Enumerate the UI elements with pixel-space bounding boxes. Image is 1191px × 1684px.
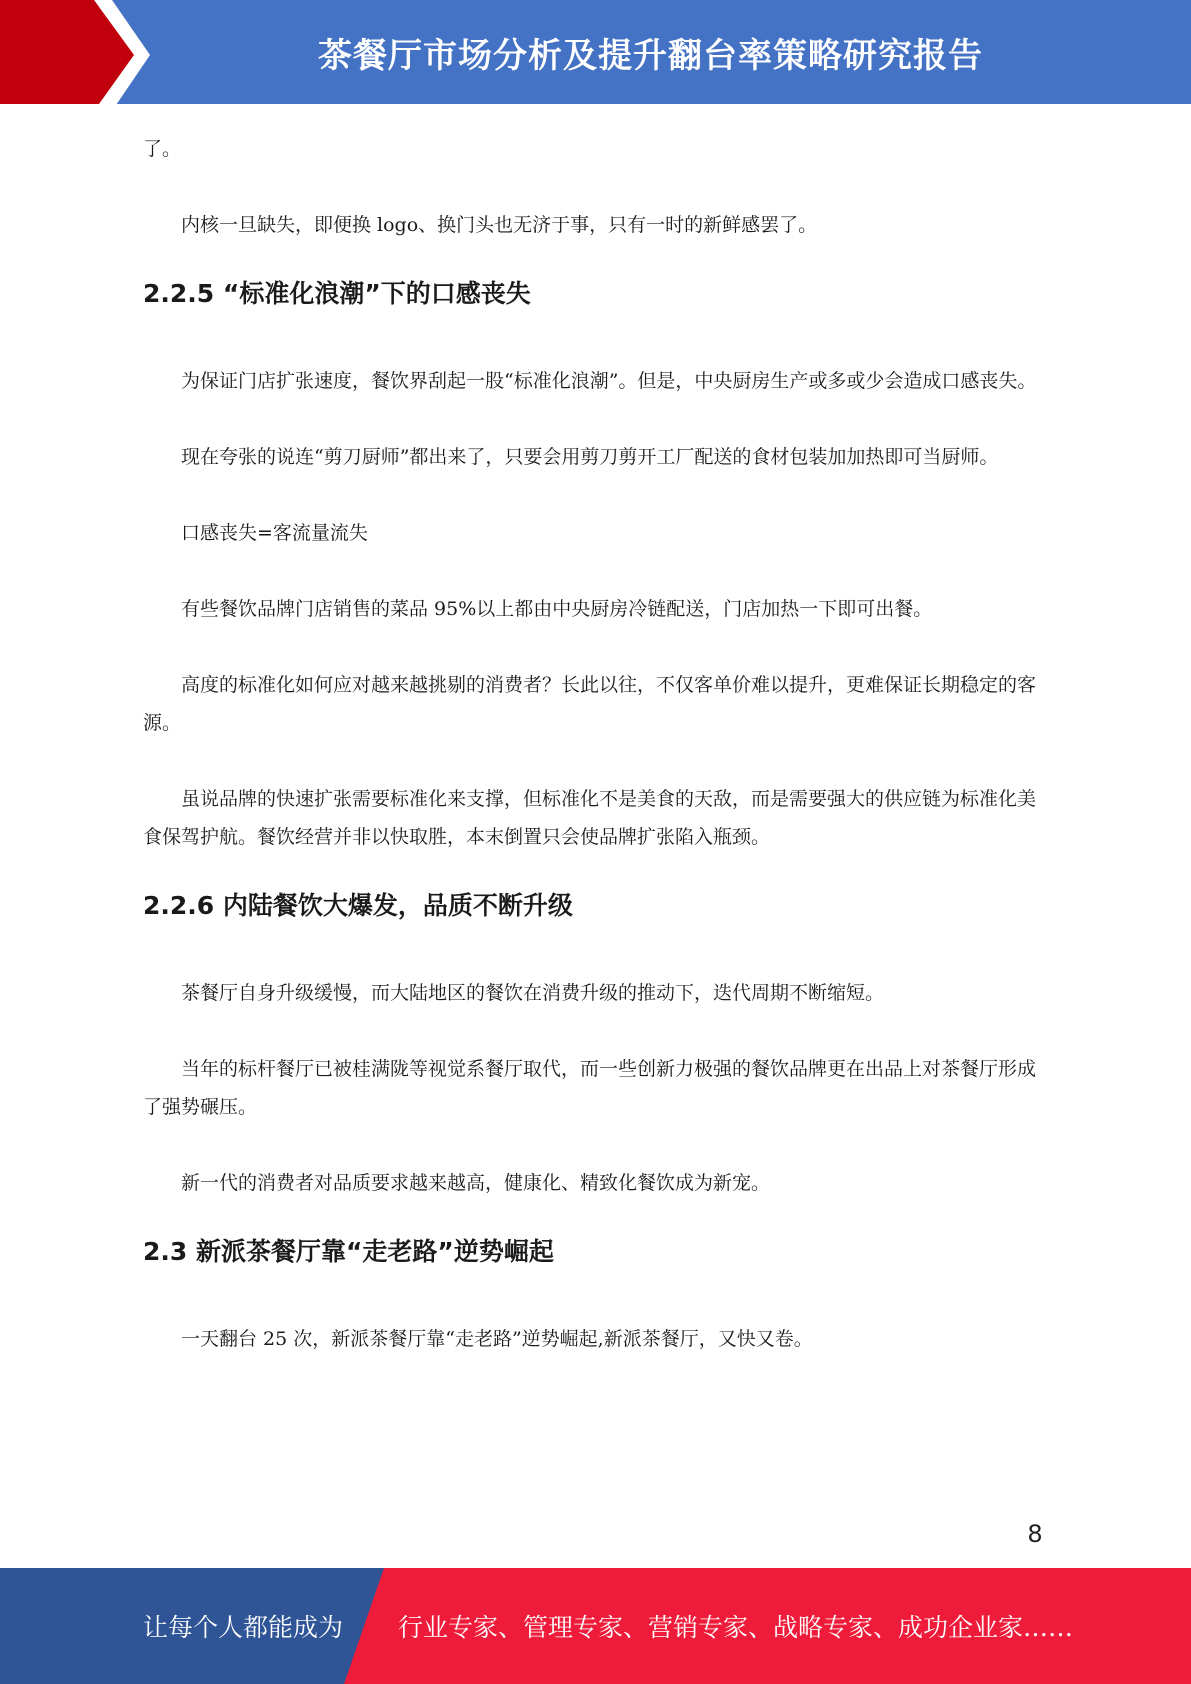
section-heading: 2.2.6 内陆餐饮大爆发，品质不断升级: [143, 891, 573, 920]
document-body: [143, 130, 1047, 1358]
paragraph: 现在夸张的说连“剪刀厨师”都出来了，只要会用剪刀剪开工厂配送的食材包装加加热即可当厨师。: [181, 446, 999, 468]
footer-slogan-right: 行业专家、管理专家、营销专家、战略专家、成功企业家……: [398, 1613, 1074, 1642]
paragraph: 虽说品牌的快速扩张需要标准化来支撑，但标准化不是美食的天敌，而是需要强大的供应链为标准化美食保驾护航。餐饮经营并非以快取胜，本末倒置只会使品牌扩张陷入瓶颈。: [143, 788, 1037, 848]
page-header: [0, 0, 1191, 111]
page-number: 8: [1027, 1520, 1043, 1548]
paragraph: 当年的标杆餐厅已被桂满陇等视觉系餐厅取代，而一些创新力极强的餐饮品牌更在出品上对茶餐厅形成了强势碾压。: [143, 1058, 1037, 1118]
paragraph: 口感丧失=客流量流失: [181, 522, 368, 544]
footer-slogan-left: 让每个人都能成为: [143, 1613, 344, 1642]
paragraph: 了。: [143, 138, 182, 160]
report-title: 茶餐厅市场分析及提升翻台率策略研究报告: [318, 35, 983, 76]
page-footer: [0, 1568, 1191, 1684]
paragraph: 一天翻台 25 次，新派茶餐厅靠“走老路”逆势崛起,新派茶餐厅，又快又卷。: [181, 1328, 813, 1350]
paragraph: 为保证门店扩张速度，餐饮界刮起一股“标准化浪潮”。但是，中央厨房生产或多或少会造成口感丧失。: [181, 370, 1037, 392]
paragraph: 新一代的消费者对品质要求越来越高，健康化、精致化餐饮成为新宠。: [181, 1172, 771, 1194]
paragraph: 内核一旦缺失，即便换 logo、换门头也无济于事，只有一时的新鲜感罢了。: [181, 214, 818, 236]
section-heading: 2.3 新派茶餐厅靠“走老路”逆势崛起: [143, 1237, 554, 1266]
paragraph: 有些餐饮品牌门店销售的菜品 95%以上都由中央厨房冷链配送，门店加热一下即可出餐。: [181, 598, 933, 620]
paragraph: 高度的标准化如何应对越来越挑剔的消费者？长此以往，不仅客单价难以提升，更难保证长期稳定的客源。: [143, 674, 1037, 734]
paragraph: 茶餐厅自身升级缓慢，而大陆地区的餐饮在消费升级的推动下，迭代周期不断缩短。: [181, 982, 885, 1004]
section-heading: 2.2.5 “标准化浪潮”下的口感丧失: [143, 279, 531, 308]
